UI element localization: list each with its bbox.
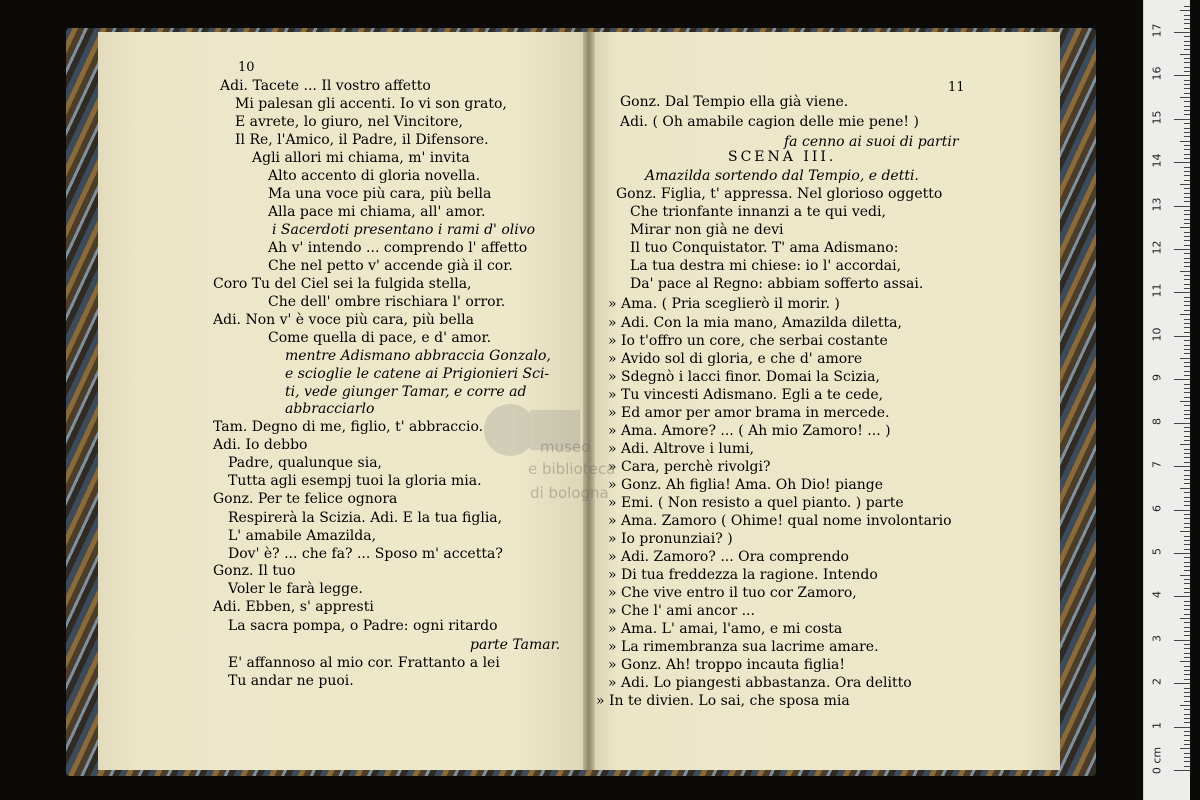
text-line: » Adi. Altrove i lumi, bbox=[608, 441, 755, 457]
ruler-tick bbox=[1184, 253, 1190, 254]
text-line: Il Re, l'Amico, il Padre, il Difensore. bbox=[235, 132, 489, 148]
ruler-tick bbox=[1184, 731, 1190, 732]
ruler-tick bbox=[1184, 310, 1190, 311]
ruler-tick bbox=[1180, 618, 1190, 619]
ruler-tick bbox=[1184, 757, 1190, 758]
ruler-tick bbox=[1174, 162, 1190, 163]
text-line: » Ama. Amore? ... ( Ah mio Zamoro! ... ) bbox=[608, 423, 891, 439]
ruler-tick bbox=[1184, 15, 1190, 16]
ruler-tick bbox=[1180, 531, 1190, 532]
ruler-tick bbox=[1184, 670, 1190, 671]
measuring-ruler bbox=[1143, 0, 1190, 800]
text-line: Da' pace al Regno: abbiam sofferto assai. bbox=[630, 276, 924, 292]
ruler-tick bbox=[1184, 110, 1190, 111]
text-line: Ma una voce più cara, più bella bbox=[268, 186, 492, 202]
ruler-label: 8 bbox=[1150, 417, 1164, 425]
ruler-tick bbox=[1184, 570, 1190, 571]
text-line: » Ama. L' amai, l'amo, e mi costa bbox=[608, 621, 843, 637]
ruler-tick bbox=[1184, 23, 1190, 24]
ruler-tick bbox=[1180, 661, 1190, 662]
ruler-tick bbox=[1184, 679, 1190, 680]
text-line: » Di tua freddezza la ragione. Intendo bbox=[608, 567, 878, 583]
ruler-label: 9 bbox=[1150, 374, 1164, 382]
text-line: Gonz. Dal Tempio ella già viene. bbox=[620, 94, 849, 110]
ruler-tick bbox=[1184, 197, 1190, 198]
text-line: » In te divien. Lo sai, che sposa mia bbox=[596, 693, 850, 709]
ruler-tick bbox=[1184, 123, 1190, 124]
text-line: Dov' è? ... che fa? ... Sposo m' accetta? bbox=[228, 546, 503, 562]
ruler-tick bbox=[1184, 297, 1190, 298]
text-line: » Che vive entro il tuo cor Zamoro, bbox=[608, 585, 857, 601]
ruler-tick bbox=[1184, 410, 1190, 411]
ruler-tick bbox=[1184, 62, 1190, 63]
ruler-tick bbox=[1184, 405, 1190, 406]
ruler-tick bbox=[1184, 305, 1190, 306]
text-line: » Ama. Zamoro ( Ohime! qual nome involontario bbox=[608, 513, 952, 529]
ruler-tick bbox=[1180, 401, 1190, 402]
ruler-tick bbox=[1180, 54, 1190, 55]
text-line: » Avido sol di gloria, e che d' amore bbox=[608, 351, 863, 367]
ruler-tick bbox=[1184, 67, 1190, 68]
ruler-tick bbox=[1184, 340, 1190, 341]
ruler-tick bbox=[1184, 58, 1190, 59]
ruler-tick bbox=[1184, 557, 1190, 558]
ruler-tick bbox=[1184, 154, 1190, 155]
ruler-tick bbox=[1184, 175, 1190, 176]
ruler-tick bbox=[1184, 301, 1190, 302]
text-line: Respirerà la Scizia. Adi. E la tua figlia, bbox=[228, 510, 503, 526]
ruler-tick bbox=[1184, 744, 1190, 745]
text-line: Gonz. Per te felice ognora bbox=[213, 491, 398, 507]
ruler-tick bbox=[1184, 718, 1190, 719]
ruler-label: 4 bbox=[1150, 591, 1164, 599]
ruler-tick bbox=[1184, 388, 1190, 389]
ruler-tick bbox=[1184, 449, 1190, 450]
ruler-tick bbox=[1184, 284, 1190, 285]
ruler-tick bbox=[1184, 240, 1190, 241]
ruler-tick bbox=[1174, 553, 1190, 554]
text-line: Che nel petto v' accende già il cor. bbox=[268, 258, 513, 274]
ruler-tick bbox=[1180, 358, 1190, 359]
ruler-tick bbox=[1180, 748, 1190, 749]
ruler-tick bbox=[1180, 141, 1190, 142]
ruler-tick bbox=[1184, 288, 1190, 289]
ruler-label: 16 bbox=[1150, 66, 1164, 81]
ruler-tick bbox=[1184, 214, 1190, 215]
ruler-tick bbox=[1184, 245, 1190, 246]
ruler-tick bbox=[1184, 566, 1190, 567]
ruler-tick bbox=[1184, 101, 1190, 102]
ruler-tick bbox=[1174, 770, 1190, 771]
ruler-label: 13 bbox=[1150, 197, 1164, 212]
ruler-tick bbox=[1184, 28, 1190, 29]
text-line: » Emi. ( Non resisto a quel pianto. ) parte bbox=[608, 495, 904, 511]
ruler-tick bbox=[1184, 722, 1190, 723]
text-line: Padre, qualunque sia, bbox=[228, 455, 382, 471]
text-line: i Sacerdoti presentano i rami d' olivo bbox=[272, 222, 536, 238]
ruler-tick bbox=[1184, 501, 1190, 502]
ruler-tick bbox=[1184, 210, 1190, 211]
ruler-tick bbox=[1184, 19, 1190, 20]
ruler-tick bbox=[1184, 427, 1190, 428]
ruler-tick bbox=[1184, 605, 1190, 606]
ruler-tick bbox=[1184, 492, 1190, 493]
ruler-tick bbox=[1184, 436, 1190, 437]
watermark-text-1: museo bbox=[540, 438, 591, 456]
ruler-tick bbox=[1174, 379, 1190, 380]
text-line: Adi. Ebben, s' appresti bbox=[213, 599, 374, 615]
ruler-tick bbox=[1184, 588, 1190, 589]
text-line: Adi. Tacete ... Il vostro affetto bbox=[220, 78, 431, 94]
ruler-tick bbox=[1184, 518, 1190, 519]
ruler-label: 10 bbox=[1150, 327, 1164, 342]
ruler-tick bbox=[1184, 688, 1190, 689]
text-line: Mirar non già ne devi bbox=[630, 222, 784, 238]
text-line: Tam. Degno di me, figlio, t' abbraccio. bbox=[213, 419, 484, 435]
ruler-tick bbox=[1184, 709, 1190, 710]
ruler-tick bbox=[1174, 336, 1190, 337]
ruler-tick bbox=[1184, 648, 1190, 649]
ruler-tick bbox=[1184, 49, 1190, 50]
ruler-tick bbox=[1180, 314, 1190, 315]
ruler-tick bbox=[1184, 483, 1190, 484]
ruler-tick bbox=[1184, 631, 1190, 632]
ruler-tick bbox=[1184, 592, 1190, 593]
ruler-tick bbox=[1184, 279, 1190, 280]
text-line: L' amabile Amazilda, bbox=[228, 528, 377, 544]
ruler-tick bbox=[1184, 345, 1190, 346]
ruler-tick bbox=[1184, 527, 1190, 528]
ruler-tick bbox=[1174, 466, 1190, 467]
ruler-tick bbox=[1184, 514, 1190, 515]
ruler-tick bbox=[1184, 366, 1190, 367]
text-line: Alla pace mi chiama, all' amor. bbox=[268, 204, 486, 220]
ruler-label: 0 cm bbox=[1150, 746, 1164, 775]
text-line: » Io t'offro un core, che serbai costante bbox=[608, 333, 888, 349]
ruler-tick bbox=[1184, 319, 1190, 320]
ruler-tick bbox=[1184, 735, 1190, 736]
ruler-tick bbox=[1184, 766, 1190, 767]
text-line: parte Tamar. bbox=[470, 637, 561, 653]
text-line: e scioglie le catene ai Prigionieri Sci- bbox=[285, 366, 550, 382]
ruler-tick bbox=[1180, 10, 1190, 11]
ruler-tick bbox=[1184, 71, 1190, 72]
ruler-tick bbox=[1184, 158, 1190, 159]
text-line: Ah v' intendo ... comprendo l' affetto bbox=[268, 240, 528, 256]
ruler-tick bbox=[1184, 180, 1190, 181]
ruler-tick bbox=[1184, 431, 1190, 432]
ruler-tick bbox=[1184, 457, 1190, 458]
ruler-tick bbox=[1184, 362, 1190, 363]
text-line: » Cara, perchè rivolgi? bbox=[608, 459, 771, 475]
ruler-tick bbox=[1184, 392, 1190, 393]
ruler-tick bbox=[1184, 644, 1190, 645]
text-line: » Ed amor per amor brama in mercede. bbox=[608, 405, 890, 421]
ruler-tick bbox=[1184, 549, 1190, 550]
ruler-tick bbox=[1180, 575, 1190, 576]
ruler-tick bbox=[1184, 579, 1190, 580]
text-line: Adi. ( Oh amabile cagion delle mie pene! ) bbox=[620, 114, 919, 130]
ruler-tick bbox=[1174, 640, 1190, 641]
ruler-tick bbox=[1184, 653, 1190, 654]
ruler-tick bbox=[1184, 627, 1190, 628]
ruler-tick bbox=[1184, 353, 1190, 354]
text-line: SCENA III. bbox=[728, 149, 837, 165]
ruler-tick bbox=[1180, 271, 1190, 272]
text-line: Alto accento di gloria novella. bbox=[268, 168, 481, 184]
ruler-tick bbox=[1184, 562, 1190, 563]
text-line: » Tu vincesti Adismano. Egli a te cede, bbox=[608, 387, 884, 403]
text-line: E avrete, lo giuro, nel Vincitore, bbox=[235, 114, 463, 130]
ruler-tick bbox=[1184, 666, 1190, 667]
ruler-tick bbox=[1184, 540, 1190, 541]
ruler-tick bbox=[1184, 6, 1190, 7]
ruler-label: 11 bbox=[1150, 283, 1164, 298]
ruler-tick bbox=[1184, 453, 1190, 454]
ruler-label: 2 bbox=[1150, 678, 1164, 686]
ruler-tick bbox=[1184, 262, 1190, 263]
ruler-label: 12 bbox=[1150, 240, 1164, 255]
text-line: » Io pronunziai? ) bbox=[608, 531, 733, 547]
ruler-tick bbox=[1184, 323, 1190, 324]
text-line: » Adi. Con la mia mano, Amazilda diletta, bbox=[608, 315, 902, 331]
ruler-tick bbox=[1184, 236, 1190, 237]
text-line: » Adi. Zamoro? ... Ora comprendo bbox=[608, 549, 849, 565]
ruler-tick bbox=[1184, 479, 1190, 480]
text-line: La tua destra mi chiese: io l' accordai, bbox=[630, 258, 902, 274]
ruler-tick bbox=[1184, 219, 1190, 220]
ruler-tick bbox=[1184, 93, 1190, 94]
ruler-tick bbox=[1184, 223, 1190, 224]
ruler-tick bbox=[1184, 232, 1190, 233]
ruler-label: 14 bbox=[1150, 153, 1164, 168]
text-line: Voler le farà legge. bbox=[228, 581, 363, 597]
text-line: abbracciarlo bbox=[285, 401, 375, 417]
text-line: Che dell' ombre rischiara l' orror. bbox=[268, 294, 506, 310]
text-line: Tu andar ne puoi. bbox=[228, 673, 354, 689]
watermark-text-2: e biblioteca bbox=[528, 460, 616, 478]
ruler-tick bbox=[1184, 167, 1190, 168]
ruler-label: 7 bbox=[1150, 461, 1164, 469]
ruler-tick bbox=[1180, 444, 1190, 445]
ruler-tick bbox=[1184, 36, 1190, 37]
ruler-tick bbox=[1184, 193, 1190, 194]
ruler-label: 6 bbox=[1150, 504, 1164, 512]
ruler-tick bbox=[1184, 266, 1190, 267]
ruler-tick bbox=[1184, 536, 1190, 537]
ruler-tick bbox=[1174, 32, 1190, 33]
ruler-tick bbox=[1184, 740, 1190, 741]
ruler-tick bbox=[1184, 674, 1190, 675]
text-line: ti, vede giunger Tamar, e corre ad bbox=[285, 384, 527, 400]
text-line: » Che l' ami ancor ... bbox=[608, 603, 755, 619]
right-page-number: 11 bbox=[948, 80, 965, 95]
ruler-tick bbox=[1184, 505, 1190, 506]
ruler-tick bbox=[1174, 249, 1190, 250]
watermark-text-3: di bologna bbox=[530, 484, 609, 502]
ruler-tick bbox=[1184, 657, 1190, 658]
ruler-tick bbox=[1174, 683, 1190, 684]
ruler-tick bbox=[1174, 119, 1190, 120]
ruler-tick bbox=[1184, 171, 1190, 172]
ruler-tick bbox=[1184, 440, 1190, 441]
ruler-tick bbox=[1184, 544, 1190, 545]
ruler-tick bbox=[1174, 206, 1190, 207]
ruler-tick bbox=[1184, 601, 1190, 602]
ruler-tick bbox=[1184, 371, 1190, 372]
ruler-tick bbox=[1184, 275, 1190, 276]
ruler-tick bbox=[1184, 609, 1190, 610]
ruler-tick bbox=[1180, 227, 1190, 228]
ruler-tick bbox=[1184, 80, 1190, 81]
ruler-tick bbox=[1184, 622, 1190, 623]
ruler-tick bbox=[1184, 41, 1190, 42]
ruler-tick bbox=[1184, 332, 1190, 333]
text-line: mentre Adismano abbraccia Gonzalo, bbox=[285, 348, 551, 364]
ruler-tick bbox=[1184, 696, 1190, 697]
ruler-tick bbox=[1184, 462, 1190, 463]
ruler-tick bbox=[1184, 188, 1190, 189]
ruler-tick bbox=[1174, 75, 1190, 76]
ruler-tick bbox=[1184, 614, 1190, 615]
ruler-tick bbox=[1184, 397, 1190, 398]
ruler-tick bbox=[1184, 497, 1190, 498]
left-page-number: 10 bbox=[238, 60, 255, 75]
ruler-tick bbox=[1184, 201, 1190, 202]
text-line: Che trionfante innanzi a te qui vedi, bbox=[630, 204, 886, 220]
text-line: Mi palesan gli accenti. Io vi son grato, bbox=[235, 96, 507, 112]
text-line: Coro Tu del Ciel sei la fulgida stella, bbox=[213, 276, 472, 292]
text-line: Amazilda sortendo dal Tempio, e detti. bbox=[645, 168, 919, 184]
text-line: La sacra pompa, o Padre: ogni ritardo bbox=[228, 618, 498, 634]
text-line: Adi. Io debbo bbox=[213, 437, 308, 453]
ruler-tick bbox=[1184, 384, 1190, 385]
text-line: » La rimembranza sua lacrime amare. bbox=[608, 639, 879, 655]
text-line: Tutta agli esempj tuoi la gloria mia. bbox=[228, 473, 482, 489]
ruler-tick bbox=[1174, 510, 1190, 511]
ruler-tick bbox=[1184, 523, 1190, 524]
ruler-tick bbox=[1184, 714, 1190, 715]
ruler-tick bbox=[1184, 149, 1190, 150]
text-line: E' affannoso al mio cor. Frattanto a lei bbox=[228, 655, 500, 671]
text-line: Come quella di pace, e d' amor. bbox=[268, 330, 492, 346]
text-line: » Gonz. Ah figlia! Ama. Oh Dio! piange bbox=[608, 477, 884, 493]
ruler-label: 1 bbox=[1150, 721, 1164, 729]
ruler-tick bbox=[1184, 327, 1190, 328]
ruler-tick bbox=[1174, 292, 1190, 293]
ruler-tick bbox=[1184, 145, 1190, 146]
ruler-tick bbox=[1184, 692, 1190, 693]
ruler-tick bbox=[1174, 727, 1190, 728]
ruler-tick bbox=[1184, 470, 1190, 471]
ruler-tick bbox=[1184, 761, 1190, 762]
text-line: » Ama. ( Pria sceglierò il morir. ) bbox=[608, 296, 840, 312]
ruler-tick bbox=[1184, 106, 1190, 107]
ruler-label: 17 bbox=[1150, 23, 1164, 38]
ruler-tick bbox=[1184, 418, 1190, 419]
ruler-tick bbox=[1174, 596, 1190, 597]
ruler-tick bbox=[1184, 753, 1190, 754]
text-line: Adi. Non v' è voce più cara, più bella bbox=[213, 312, 474, 328]
ruler-tick bbox=[1184, 258, 1190, 259]
text-line: Agli allori mi chiama, m' invita bbox=[252, 150, 470, 166]
ruler-tick bbox=[1184, 84, 1190, 85]
text-line: Il tuo Conquistator. T' ama Adismano: bbox=[630, 240, 899, 256]
ruler-tick bbox=[1184, 701, 1190, 702]
ruler-tick bbox=[1184, 414, 1190, 415]
ruler-tick bbox=[1184, 375, 1190, 376]
ruler-tick bbox=[1184, 45, 1190, 46]
ruler-tick bbox=[1180, 184, 1190, 185]
text-line: » Gonz. Ah! troppo incauta figlia! bbox=[608, 657, 846, 673]
text-line: » Adi. Lo piangesti abbastanza. Ora delitto bbox=[608, 675, 912, 691]
text-line: Gonz. Il tuo bbox=[213, 563, 296, 579]
text-line: fa cenno ai suoi di partir bbox=[784, 134, 959, 150]
ruler-label: 3 bbox=[1150, 634, 1164, 642]
ruler-tick bbox=[1184, 349, 1190, 350]
ruler-tick bbox=[1180, 705, 1190, 706]
ruler-tick bbox=[1184, 583, 1190, 584]
ruler-label: 5 bbox=[1150, 547, 1164, 555]
ruler-tick bbox=[1184, 128, 1190, 129]
ruler-tick bbox=[1184, 475, 1190, 476]
ruler-tick bbox=[1184, 136, 1190, 137]
ruler-tick bbox=[1184, 114, 1190, 115]
ruler-tick bbox=[1184, 635, 1190, 636]
ruler-tick bbox=[1174, 423, 1190, 424]
text-line: » Sdegnò i lacci finor. Domai la Scizia, bbox=[608, 369, 880, 385]
ruler-tick bbox=[1180, 488, 1190, 489]
text-line: Gonz. Figlia, t' appressa. Nel glorioso oggetto bbox=[616, 186, 943, 202]
ruler-tick bbox=[1184, 88, 1190, 89]
ruler-label: 15 bbox=[1150, 110, 1164, 125]
ruler-tick bbox=[1180, 97, 1190, 98]
ruler-tick bbox=[1184, 132, 1190, 133]
